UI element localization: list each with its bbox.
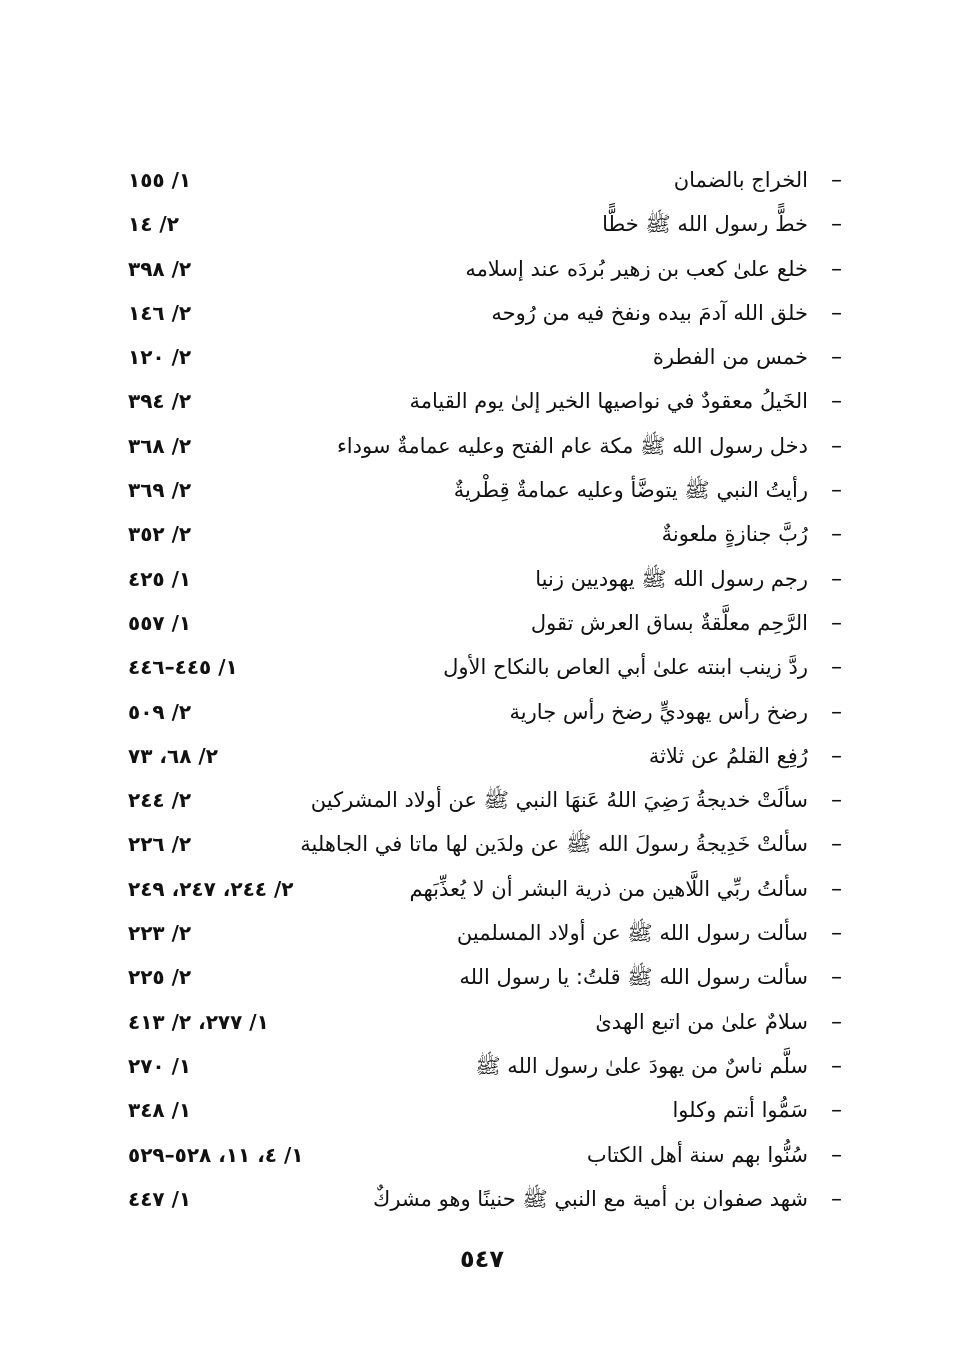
- index-entry: [128, 558, 842, 602]
- entry-page-reference: ٢/ ٦٨، ٧٣: [128, 743, 218, 768]
- entry-text: رُفِع القلمُ عن ثلاثة: [648, 743, 808, 768]
- entry-dash: –: [831, 788, 842, 814]
- entry-dash: –: [831, 921, 842, 947]
- entry-text: سُنُّوا بهم سنة أهل الكتاب: [586, 1142, 808, 1167]
- entry-text: سلامٌ علىٰ من اتبع الهدىٰ: [595, 1009, 808, 1034]
- entry-page-reference: ٢/ ٣٦٨: [128, 433, 192, 458]
- entry-dash: –: [831, 610, 842, 636]
- entry-page-reference: ١/ ١٥٥: [128, 168, 192, 192]
- entry-text: الخَيلُ معقودٌ في نواصيها الخير إلىٰ يوم القيامة: [409, 389, 808, 414]
- entry-dash: –: [831, 832, 842, 858]
- index-entry: [128, 646, 842, 690]
- entry-page-reference: ٢/ ٣٦٩: [128, 478, 192, 503]
- entry-dash: –: [831, 345, 842, 371]
- entry-text: رُبَّ جنازةٍ ملعونةٌ: [661, 522, 808, 547]
- entry-dash: –: [831, 655, 842, 681]
- index-entry: [128, 1178, 842, 1222]
- entry-dash: –: [831, 1009, 842, 1035]
- entry-text: ردَّ زينب ابنته علىٰ أبي العاص بالنكاح الأول: [443, 655, 808, 680]
- index-entry: [128, 912, 842, 956]
- index-entry: [128, 735, 842, 779]
- entry-text: سألتْ خَدِيجةُ رسولَ الله ﷺ عن ولدَين لها ماتا في الجاهلية: [300, 832, 808, 857]
- entry-dash: –: [831, 478, 842, 504]
- entry-text: خمس من الفطرة: [652, 345, 808, 370]
- hadith-index-list: [128, 159, 842, 1222]
- entry-dash: –: [831, 743, 842, 769]
- index-entry: [128, 779, 842, 823]
- entry-dash: –: [831, 1142, 842, 1168]
- entry-page-reference: ٢/ ١٢٠: [128, 345, 192, 370]
- entry-text: سألت رسول الله ﷺ قلتُ: يا رسول الله: [459, 965, 808, 990]
- entry-text: سلَّم ناسٌ من يهودَ علىٰ رسول الله ﷺ: [475, 1053, 808, 1078]
- entry-text: رجم رسول الله ﷺ يهوديين زنيا: [535, 566, 808, 591]
- page-number: ٥٤٧: [460, 1245, 504, 1273]
- entry-page-reference: ١/ ٢٧٠: [128, 1053, 192, 1078]
- entry-dash: –: [831, 876, 842, 902]
- entry-page-reference: ٢/ ٢٢٣: [128, 921, 192, 946]
- entry-page-reference: ٢/ ٢٢٦: [128, 832, 192, 857]
- entry-page-reference: ١/ ٤٤٧: [128, 1186, 192, 1211]
- entry-page-reference: ٢/ ٣٩٤: [128, 389, 192, 414]
- entry-dash: –: [831, 522, 842, 548]
- index-entry: [128, 691, 842, 735]
- entry-text: دخل رسول الله ﷺ مكة عام الفتح وعليه عمامةٌ سوداء: [336, 433, 808, 458]
- entry-text: الرَّحِم معلَّقةٌ بساق العرش تقول: [530, 610, 808, 635]
- entry-text: شهد صفوان بن أمية مع النبي ﷺ حنينًا وهو مشركٌ: [373, 1186, 808, 1211]
- entry-dash: –: [831, 1053, 842, 1079]
- index-entry: [128, 469, 842, 513]
- entry-page-reference: ٢/ ٢٢٥: [128, 965, 192, 990]
- index-entry: [128, 1045, 842, 1089]
- entry-text: سَمُّوا أنتم وكلوا: [672, 1098, 808, 1123]
- entry-text: خلق الله آدمَ بيده ونفخ فيه من رُوحه: [491, 300, 808, 325]
- index-entry: [128, 336, 842, 380]
- entry-text: خلع علىٰ كعب بن زهير بُردَه عند إسلامه: [465, 256, 808, 281]
- entry-dash: –: [831, 699, 842, 725]
- entry-page-reference: ١/ ٢٧٧، ٢/ ٤١٣: [128, 1009, 269, 1034]
- entry-text: سألَتْ خديجةُ رَضِيَ اللهُ عَنهَا النبي ﷺ عن أولاد المشركين: [310, 788, 808, 813]
- entry-dash: –: [831, 300, 842, 326]
- entry-page-reference: ٢/ ٥٠٩: [128, 699, 192, 724]
- entry-dash: –: [831, 1186, 842, 1212]
- entry-page-reference: ٢/ ١٤: [128, 212, 179, 237]
- entry-page-reference: ٢/ ٢٤٤، ٢٤٧، ٢٤٩: [128, 876, 294, 901]
- index-entry: [128, 1001, 842, 1045]
- entry-page-reference: ١/ ٤، ١١، ٥٢٨–٥٢٩: [128, 1142, 304, 1167]
- entry-dash: –: [831, 433, 842, 459]
- index-entry: [128, 425, 842, 469]
- index-entry: [128, 380, 842, 424]
- entry-page-reference: ١/ ٥٥٧: [128, 610, 192, 635]
- index-entry: [128, 868, 842, 912]
- index-entry: [128, 1089, 842, 1133]
- index-entry: [128, 203, 842, 247]
- entry-page-reference: ١/ ٤٢٥: [128, 566, 192, 591]
- entry-dash: –: [831, 256, 842, 282]
- entry-text: خطًّ رسول الله ﷺ خطًّا: [602, 212, 808, 237]
- entry-page-reference: ٢/ ٣٥٢: [128, 522, 192, 547]
- entry-text: الخراج بالضمان: [673, 168, 808, 192]
- index-entry: [128, 823, 842, 867]
- entry-text: سألتُ ربِّي اللَّاهين من ذرية البشر أن لا يُعذِّبَهم: [409, 876, 808, 901]
- index-entry: [128, 248, 842, 292]
- entry-text: رأيتُ النبي ﷺ يتوضَّأ وعليه عمامةٌ قِطْريةٌ: [453, 478, 808, 503]
- entry-text: سألت رسول الله ﷺ عن أولاد المسلمين: [456, 921, 808, 946]
- entry-dash: –: [831, 1098, 842, 1124]
- index-entry: [128, 513, 842, 557]
- index-entry: [128, 159, 842, 203]
- entry-dash: –: [831, 389, 842, 415]
- entry-dash: –: [831, 965, 842, 991]
- index-entry: [128, 292, 842, 336]
- entry-page-reference: ١/ ٣٤٨: [128, 1098, 192, 1123]
- entry-dash: –: [831, 212, 842, 238]
- entry-page-reference: ٢/ ١٤٦: [128, 300, 192, 325]
- entry-text: رضخ رأس يهوديٍّ رضخ رأس جارية: [509, 699, 808, 724]
- entry-page-reference: ٢/ ٣٩٨: [128, 256, 192, 281]
- index-entry: [128, 1134, 842, 1178]
- entry-dash: –: [831, 168, 842, 193]
- entry-page-reference: ٢/ ٢٤٤: [128, 788, 192, 813]
- index-entry: [128, 602, 842, 646]
- entry-dash: –: [831, 566, 842, 592]
- entry-page-reference: ١/ ٤٤٥–٤٤٦: [128, 655, 238, 680]
- index-entry: [128, 956, 842, 1000]
